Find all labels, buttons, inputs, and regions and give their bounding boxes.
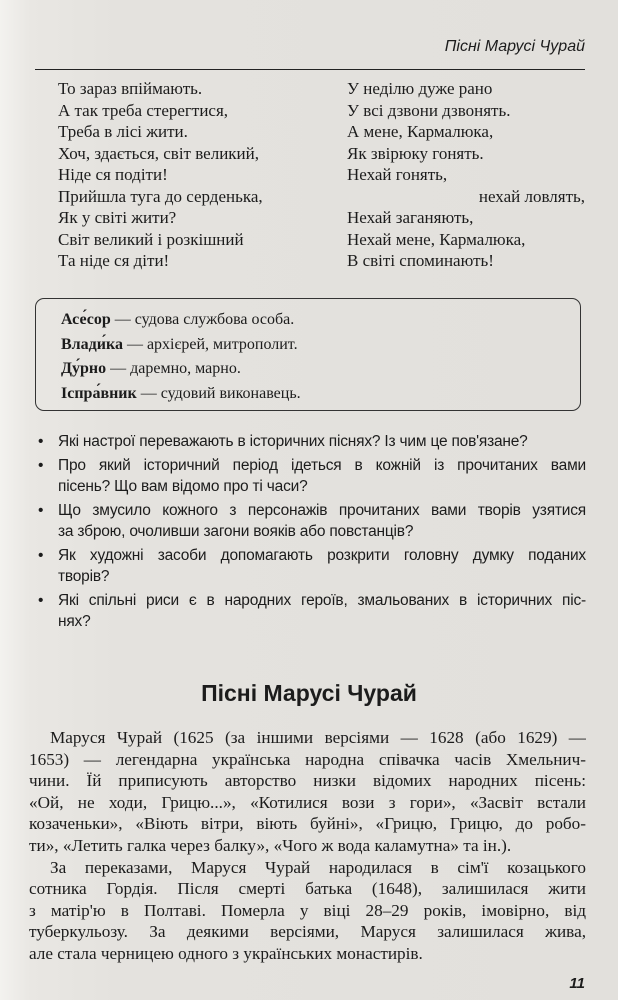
glossary-definition: — даремно, марно. [106, 360, 241, 377]
question-line: нях? [58, 613, 91, 630]
section-title: Пісні Марусі Чурай [201, 680, 417, 706]
body-line: Маруся Чурай (1625 (за іншими версіями — 1628 (або 1629) — [50, 728, 586, 747]
question-item [38, 431, 586, 453]
poem-line: Як у світі жити? [58, 208, 177, 227]
section-body [29, 727, 586, 965]
glossary-term: Іспра́вник [61, 384, 137, 402]
bullet-icon: • [38, 456, 44, 474]
glossary-entry [61, 311, 294, 329]
header-rule [35, 69, 585, 70]
question-line: Про який історичний період ідеться в кожній із прочитаних вами [58, 456, 586, 474]
question-item [38, 590, 586, 633]
bullet-icon: • [38, 591, 44, 609]
bullet-icon: • [38, 433, 44, 450]
glossary-definition: — архієрей, митрополит. [122, 335, 298, 353]
glossary-term: Асе́сор [61, 311, 111, 328]
body-line: «Ой, не ходи, Грицю...», «Котилися вози з гори», «Засвіт встали [29, 792, 586, 812]
question-line: Які настрої переважають в історичних піснях? Із чим це пов'язане? [58, 433, 528, 450]
question-line: Як художні засоби допомагають розкрити головну думку поданих [58, 546, 586, 564]
poem-line: Як звірюку гонять. [347, 143, 484, 163]
question-line: Які спільні риси є в народних героїв, змальованих в історичних піс- [58, 591, 586, 609]
question-item [38, 545, 586, 588]
poem-line: Нехай заганяють, [347, 208, 474, 227]
poem-line: Світ великий і розкішний [58, 229, 244, 249]
poem-line: Хоч, здається, світ великий, [58, 143, 259, 163]
glossary-entry [61, 360, 241, 378]
bullet-icon: • [38, 546, 44, 564]
glossary-definition: — судова службова особа. [110, 311, 295, 328]
running-title: Пісні Марусі Чурай [444, 38, 585, 55]
poem-line: У всі дзвони дзвонять. [347, 100, 511, 120]
poem-line: А так треба стерегтися, [58, 100, 229, 120]
body-line: 1653) — легендарна українська народна співачка часів Хмельнич- [29, 749, 586, 769]
poem-right-column [347, 78, 585, 272]
question-line: пісень? Що вам відомо про ті часи? [58, 478, 308, 495]
poem-line: У неділю дуже рано [347, 79, 493, 98]
poem-line: Треба в лісі жити. [58, 122, 188, 141]
glossary-entry [61, 336, 298, 354]
question-line: за зброю, очоливши загони вояків або повстанців? [58, 523, 414, 540]
question-line: творів? [58, 568, 110, 585]
poem-line: Нехай мене, Кармалюка, [347, 229, 526, 249]
poem-line: В світі споминають! [347, 251, 494, 270]
poem-left-column [58, 78, 263, 272]
page-number: 11 [569, 975, 585, 992]
poem-line: Нехай гонять, [347, 165, 448, 184]
body-line: сотника Гордія. Після смерті батька (1648), залишилася жити [29, 879, 586, 899]
question-item [38, 455, 586, 498]
bullet-icon: • [38, 501, 44, 519]
glossary-box [35, 298, 581, 411]
poem-line: нехай ловлять, [478, 186, 585, 206]
body-line: ти», «Летить галка через балку», «Чого ж вода каламутна» та ін.). [29, 835, 512, 855]
questions-list [38, 431, 586, 635]
glossary-term: Влади́ка [61, 335, 123, 353]
body-line: але стала черницею одного з українських монастирів. [29, 943, 423, 963]
body-line: з матір'ю в Полтаві. Померла у віці 28–29 років, імовірно, від [29, 900, 586, 920]
glossary-term: Ду́рно [61, 360, 107, 377]
glossary-definition: — судовий виконавець. [136, 384, 301, 402]
body-line: козаченьки», «Віють вітри, віють буйні», «Грицю, Грицю, до робо- [29, 814, 586, 834]
body-line: За переказами, Маруся Чурай народилася в сім'ї козацького [50, 857, 586, 877]
question-item [38, 500, 586, 543]
poem-line: Та ніде ся діти! [58, 251, 170, 270]
poem-line: Ніде ся подіти! [58, 165, 168, 184]
poem-line: То зараз впіймають. [58, 79, 203, 98]
body-line: туберкульозу. За деякими версіями, Маруся залишилася жива, [29, 922, 586, 942]
poem-line: А мене, Кармалюка, [347, 122, 494, 141]
question-line: Що змусило кожного з персонажів прочитаних вами творів узятися [58, 501, 586, 519]
glossary-entry [61, 385, 301, 403]
body-line: чини. Їй приписують авторство низки відомих народних пісень: [29, 771, 586, 791]
poem-line: Прийшла туга до серденька, [58, 186, 263, 206]
